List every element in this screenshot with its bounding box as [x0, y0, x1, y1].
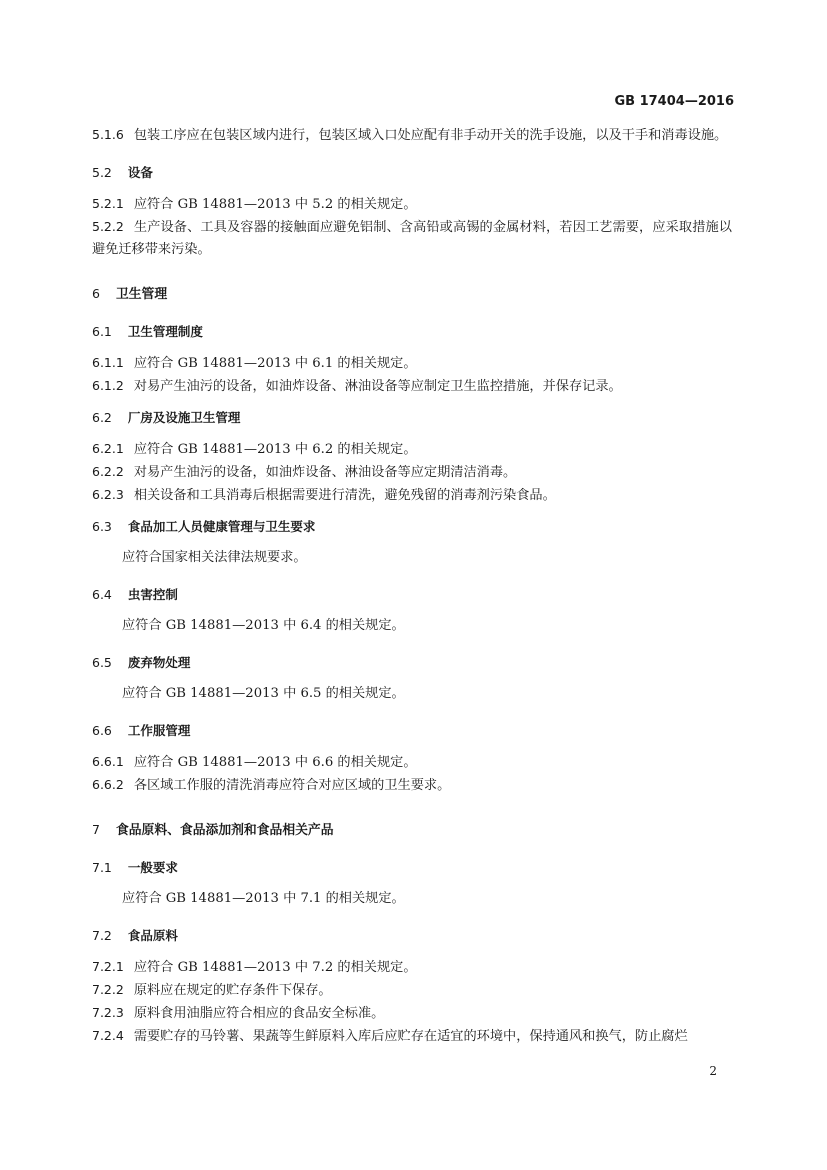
clause-text: 对易产生油污的设备，如油炸设备、淋油设备等应定期清洁消毒。 [133, 465, 517, 480]
heading-text: 卫生管理 [115, 287, 168, 302]
clause-number: 6.1.2 [92, 378, 124, 393]
heading-number: 5.2 [92, 165, 112, 180]
heading-text: 食品原料、食品添加剂和食品相关产品 [115, 823, 334, 838]
standard-code: GB 17404—2016 [614, 94, 734, 109]
clause-text: 应符合 GB 14881—2013 中 6.1 的相关规定。 [133, 356, 417, 371]
clause-6-2-1 [92, 438, 732, 461]
heading-6-6 [92, 720, 732, 742]
heading-number: 6.5 [92, 655, 112, 670]
clause-5-2-2 [92, 216, 732, 261]
heading-number: 6.4 [92, 587, 112, 602]
clause-7-1-text: 应符合 GB 14881—2013 中 7.1 的相关规定。 [122, 891, 405, 906]
heading-5-2 [92, 162, 732, 184]
clause-7-2-1 [92, 956, 732, 979]
clause-text: 应符合 GB 14881—2013 中 6.2 的相关规定。 [133, 442, 417, 457]
clause-7-2-3 [92, 1002, 732, 1025]
clause-number: 6.2.1 [92, 441, 124, 456]
clause-5-2-1 [92, 193, 732, 216]
heading-number: 7 [92, 822, 100, 837]
clause-number: 6.1.1 [92, 355, 124, 370]
heading-number: 6.2 [92, 410, 112, 425]
clause-text: 应符合 GB 14881—2013 中 5.2 的相关规定。 [133, 197, 417, 212]
heading-6-2 [92, 407, 732, 429]
heading-number: 7.1 [92, 860, 112, 875]
clause-6-6-1 [92, 751, 732, 774]
clause-6-5-text: 应符合 GB 14881—2013 中 6.5 的相关规定。 [122, 686, 405, 701]
clause-6-4-text: 应符合 GB 14881—2013 中 6.4 的相关规定。 [122, 618, 405, 633]
clause-number: 6.6.1 [92, 754, 124, 769]
clause-number: 7.2.2 [92, 982, 124, 997]
document-body [92, 124, 732, 1048]
clause-number: 7.2.4 [92, 1028, 124, 1043]
heading-text: 厂房及设施卫生管理 [127, 410, 241, 425]
heading-6-3 [92, 516, 732, 538]
heading-text: 卫生管理制度 [127, 324, 203, 339]
heading-number: 6.6 [92, 723, 112, 738]
heading-6 [92, 283, 732, 306]
heading-number: 6 [92, 286, 100, 301]
heading-7 [92, 819, 732, 842]
clause-text: 对易产生油污的设备，如油炸设备、淋油设备等应制定卫生监控措施，并保存记录。 [133, 379, 622, 394]
clause-7-2-4 [92, 1025, 732, 1048]
clause-number: 6.2.2 [92, 464, 124, 479]
heading-text: 废弃物处理 [127, 655, 191, 670]
clause-6-2-2 [92, 461, 732, 484]
heading-text: 食品加工人员健康管理与卫生要求 [127, 519, 316, 534]
heading-text: 虫害控制 [127, 587, 178, 602]
clause-6-6-2 [92, 774, 732, 797]
clause-text: 包装工序应在包装区域内进行，包装区域入口处应配有非手动开关的洗手设施，以及干手和消毒设施。 [133, 128, 728, 143]
clause-text: 各区域工作服的清洗消毒应符合对应区域的卫生要求。 [133, 778, 451, 793]
heading-text: 工作服管理 [127, 723, 191, 738]
clause-number: 5.1.6 [92, 127, 124, 142]
heading-6-4 [92, 584, 732, 606]
page-number: 2 [709, 1064, 717, 1078]
clause-number: 5.2.1 [92, 196, 124, 211]
clause-number: 5.2.2 [92, 219, 124, 234]
clause-6-2-3 [92, 484, 732, 507]
heading-number: 6.3 [92, 519, 112, 534]
clause-text: 相关设备和工具消毒后根据需要进行清洗，避免残留的消毒剂污染食品。 [133, 488, 556, 503]
heading-number: 7.2 [92, 928, 112, 943]
heading-text: 设备 [127, 165, 153, 180]
heading-number: 6.1 [92, 324, 112, 339]
clause-text: 应符合 GB 14881—2013 中 6.6 的相关规定。 [133, 755, 417, 770]
clause-7-2-2 [92, 979, 732, 1002]
heading-7-1 [92, 857, 732, 879]
clause-number: 6.6.2 [92, 777, 124, 792]
clause-6-1-1 [92, 352, 732, 375]
clause-text: 原料食用油脂应符合相应的食品安全标准。 [133, 1006, 385, 1021]
heading-6-1 [92, 321, 732, 343]
clause-text: 应符合 GB 14881—2013 中 7.2 的相关规定。 [133, 960, 417, 975]
clause-text: 需要贮存的马铃薯、果蔬等生鲜原料入库后应贮存在适宜的环境中，保持通风和换气，防止腐烂 [133, 1029, 688, 1044]
clause-number: 7.2.1 [92, 959, 124, 974]
heading-text: 食品原料 [127, 928, 178, 943]
heading-text: 一般要求 [127, 860, 178, 875]
clause-6-3-text: 应符合国家相关法律法规要求。 [122, 550, 307, 565]
clause-6-1-2 [92, 375, 732, 398]
clause-number: 6.2.3 [92, 487, 124, 502]
clause-text: 原料应在规定的贮存条件下保存。 [133, 983, 332, 998]
heading-7-2 [92, 925, 732, 947]
heading-6-5 [92, 652, 732, 674]
clause-5-1-6 [92, 124, 732, 147]
clause-text: 生产设备、工具及容器的接触面应避免铝制、含高铅或高锡的金属材料，若因工艺需要，应采取措施以避免迁移带来污染。 [92, 220, 732, 257]
clause-number: 7.2.3 [92, 1005, 124, 1020]
